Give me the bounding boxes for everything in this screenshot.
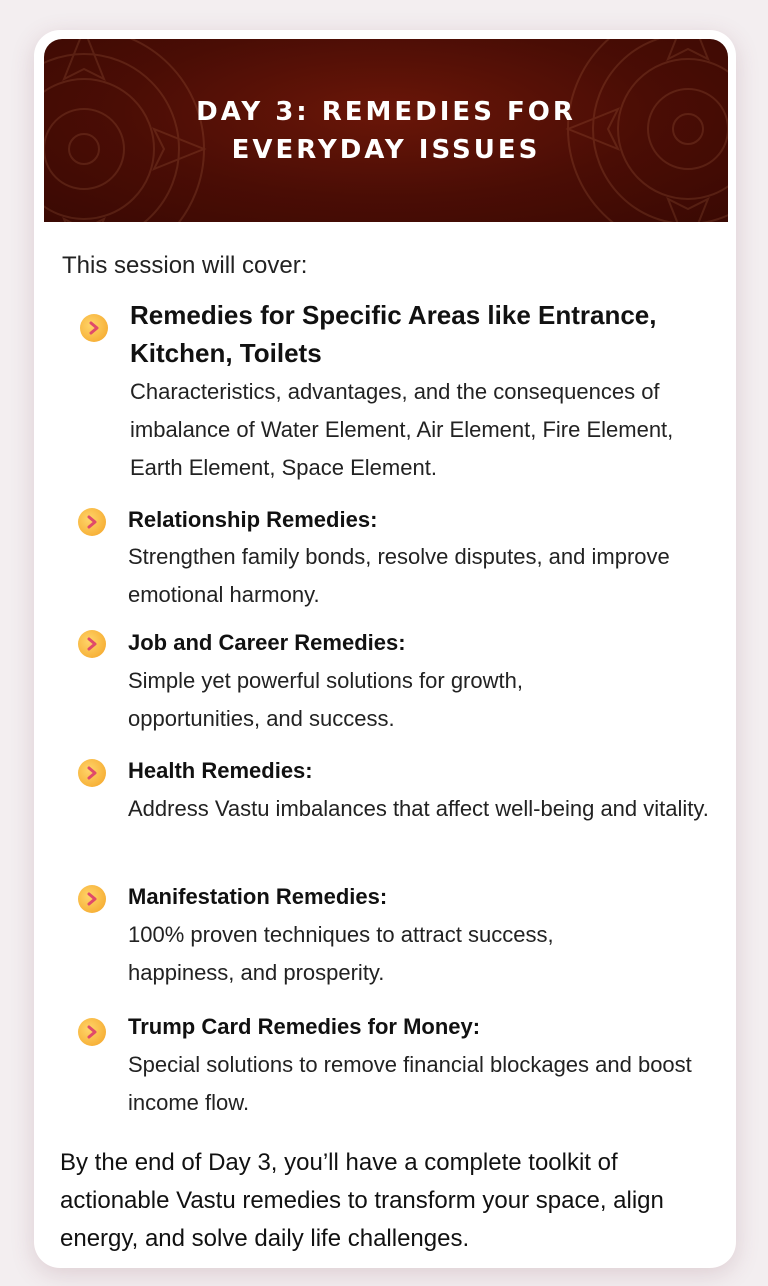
item-description: Address Vastu imbalances that affect well-being and vitality. [128,796,709,821]
intro-text: This session will cover: [62,252,308,279]
item-title: Remedies for Specific Areas like Entrance, Kitchen, Toilets [130,300,657,368]
item-description: Simple yet powerful solutions for growth, opportunities, and success. [128,668,523,731]
chevron-bullet-icon [78,759,106,787]
item-title: Manifestation Remedies: [128,884,388,909]
item-description: Strengthen family bonds, resolve disputes, and improve emotional harmony. [128,544,670,607]
chevron-bullet-icon [78,1018,106,1046]
item-description: 100% proven techniques to attract success, happiness, and prosperity. [128,922,554,985]
item-title: Health Remedies: [128,758,313,783]
item-title: Job and Career Remedies: [128,630,406,655]
chevron-bullet-icon [78,630,106,658]
day-banner [44,39,728,222]
item-title: Relationship Remedies: [128,507,378,532]
outro-text: By the end of Day 3, you’ll have a complete toolkit of actionable Vastu remedies to transform your space, align energy, and solve daily life challenges. [60,1149,664,1252]
chevron-bullet-icon [78,885,106,913]
chevron-bullet-icon [78,508,106,536]
item-description: Special solutions to remove financial blockages and boost income flow. [128,1052,692,1115]
banner-title: DAY 3: REMEDIES FOR EVERYDAY ISSUES [196,96,576,165]
item-title: Trump Card Remedies for Money: [128,1014,481,1039]
item-description: Characteristics, advantages, and the consequences of imbalance of Water Element, Air Element, Fire Element, Earth Element, Space Element. [130,379,674,480]
chevron-bullet-icon [80,314,108,342]
remedies-card [34,30,736,1268]
